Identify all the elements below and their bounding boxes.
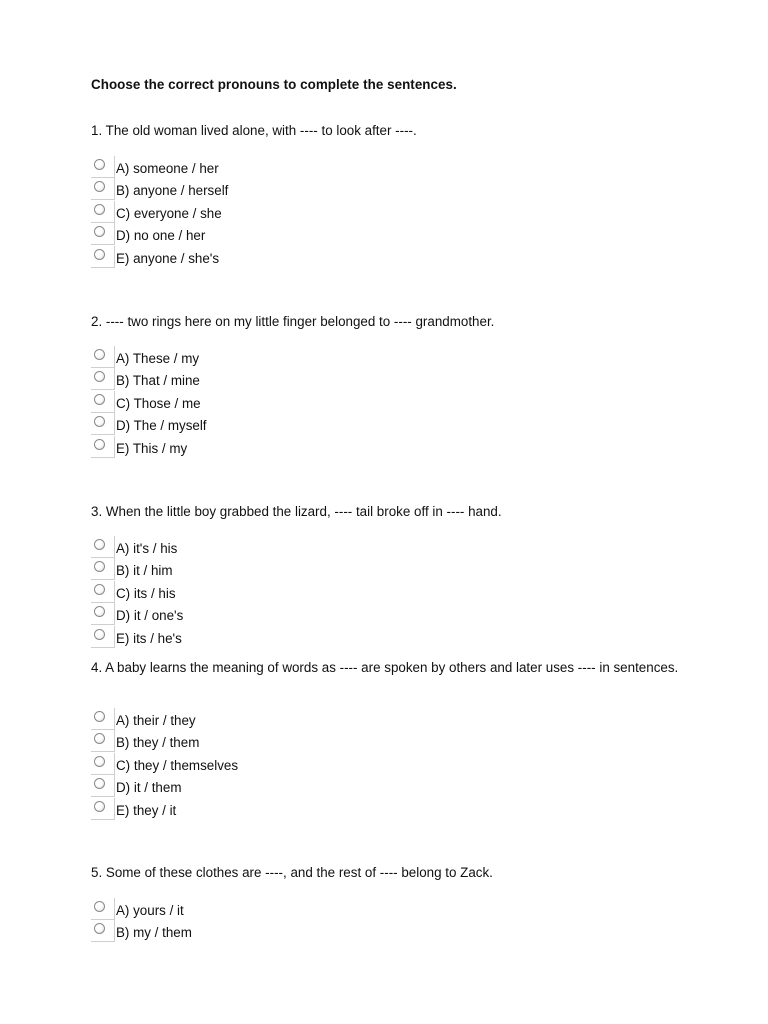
question-2 — [91, 314, 691, 456]
option-a[interactable] — [91, 536, 491, 558]
question-text: 3. When the little boy grabbed the lizard, ---- tail broke off in ---- hand. — [91, 504, 502, 519]
option-c[interactable] — [91, 391, 491, 413]
radio-button[interactable] — [91, 558, 113, 580]
radio-button[interactable] — [91, 178, 113, 200]
option-label: A) yours / it — [116, 903, 184, 918]
radio-button[interactable] — [91, 413, 113, 435]
option-label: C) everyone / she — [116, 206, 222, 221]
radio-button[interactable] — [91, 708, 113, 730]
question-3 — [91, 504, 691, 646]
option-c[interactable] — [91, 581, 491, 603]
radio-button[interactable] — [91, 346, 113, 368]
option-a[interactable] — [91, 156, 491, 178]
radio-button[interactable] — [91, 436, 113, 458]
page-title: Choose the correct pronouns to complete the sentences. — [91, 77, 457, 92]
option-d[interactable] — [91, 223, 491, 245]
option-b[interactable] — [91, 368, 491, 390]
option-label: B) my / them — [116, 925, 192, 940]
radio-button[interactable] — [91, 223, 113, 245]
option-b[interactable] — [91, 920, 491, 942]
radio-button[interactable] — [91, 775, 113, 797]
option-label: A) their / they — [116, 713, 196, 728]
radio-button[interactable] — [91, 753, 113, 775]
option-label: E) This / my — [116, 441, 188, 456]
option-label: B) anyone / herself — [116, 183, 229, 198]
radio-button[interactable] — [91, 201, 113, 223]
radio-button[interactable] — [91, 898, 113, 920]
option-label: B) That / mine — [116, 373, 200, 388]
option-b[interactable] — [91, 558, 491, 580]
option-label: B) it / him — [116, 563, 173, 578]
option-e[interactable] — [91, 626, 491, 648]
option-a[interactable] — [91, 898, 491, 920]
radio-button[interactable] — [91, 730, 113, 752]
option-label: B) they / them — [116, 735, 200, 750]
option-label: C) Those / me — [116, 396, 201, 411]
question-1 — [91, 123, 691, 266]
option-b[interactable] — [91, 730, 491, 752]
question-5 — [91, 865, 691, 940]
radio-button[interactable] — [91, 581, 113, 603]
question-text: 1. The old woman lived alone, with ---- to look after ----. — [91, 123, 417, 138]
option-e[interactable] — [91, 798, 491, 820]
radio-button[interactable] — [91, 391, 113, 413]
question-text: 4. A baby learns the meaning of words as ---- are spoken by others and later uses ---- in sentences. — [91, 660, 679, 675]
option-label: E) anyone / she's — [116, 251, 220, 266]
option-c[interactable] — [91, 201, 491, 223]
option-label: A) These / my — [116, 351, 200, 366]
option-a[interactable] — [91, 708, 491, 730]
radio-button[interactable] — [91, 156, 113, 178]
question-text: 5. Some of these clothes are ----, and the rest of ---- belong to Zack. — [91, 865, 493, 880]
option-d[interactable] — [91, 603, 491, 625]
option-label: E) its / he's — [116, 631, 182, 646]
option-d[interactable] — [91, 413, 491, 435]
option-c[interactable] — [91, 753, 491, 775]
option-b[interactable] — [91, 178, 491, 200]
radio-button[interactable] — [91, 536, 113, 558]
option-a[interactable] — [91, 346, 491, 368]
radio-button[interactable] — [91, 368, 113, 390]
radio-button[interactable] — [91, 603, 113, 625]
radio-button[interactable] — [91, 246, 113, 268]
option-label: A) someone / her — [116, 161, 219, 176]
question-4 — [91, 660, 691, 818]
radio-button[interactable] — [91, 626, 113, 648]
option-e[interactable] — [91, 246, 491, 268]
question-text: 2. ---- two rings here on my little finger belonged to ---- grandmother. — [91, 314, 495, 329]
radio-button[interactable] — [91, 798, 113, 820]
option-label: D) it / one's — [116, 608, 184, 623]
option-label: E) they / it — [116, 803, 177, 818]
option-label: D) no one / her — [116, 228, 206, 243]
option-label: D) The / myself — [116, 418, 207, 433]
radio-button[interactable] — [91, 920, 113, 942]
option-label: D) it / them — [116, 780, 182, 795]
option-label: C) its / his — [116, 586, 176, 601]
option-label: A) it's / his — [116, 541, 178, 556]
option-d[interactable] — [91, 775, 491, 797]
option-e[interactable] — [91, 436, 491, 458]
option-label: C) they / themselves — [116, 758, 239, 773]
